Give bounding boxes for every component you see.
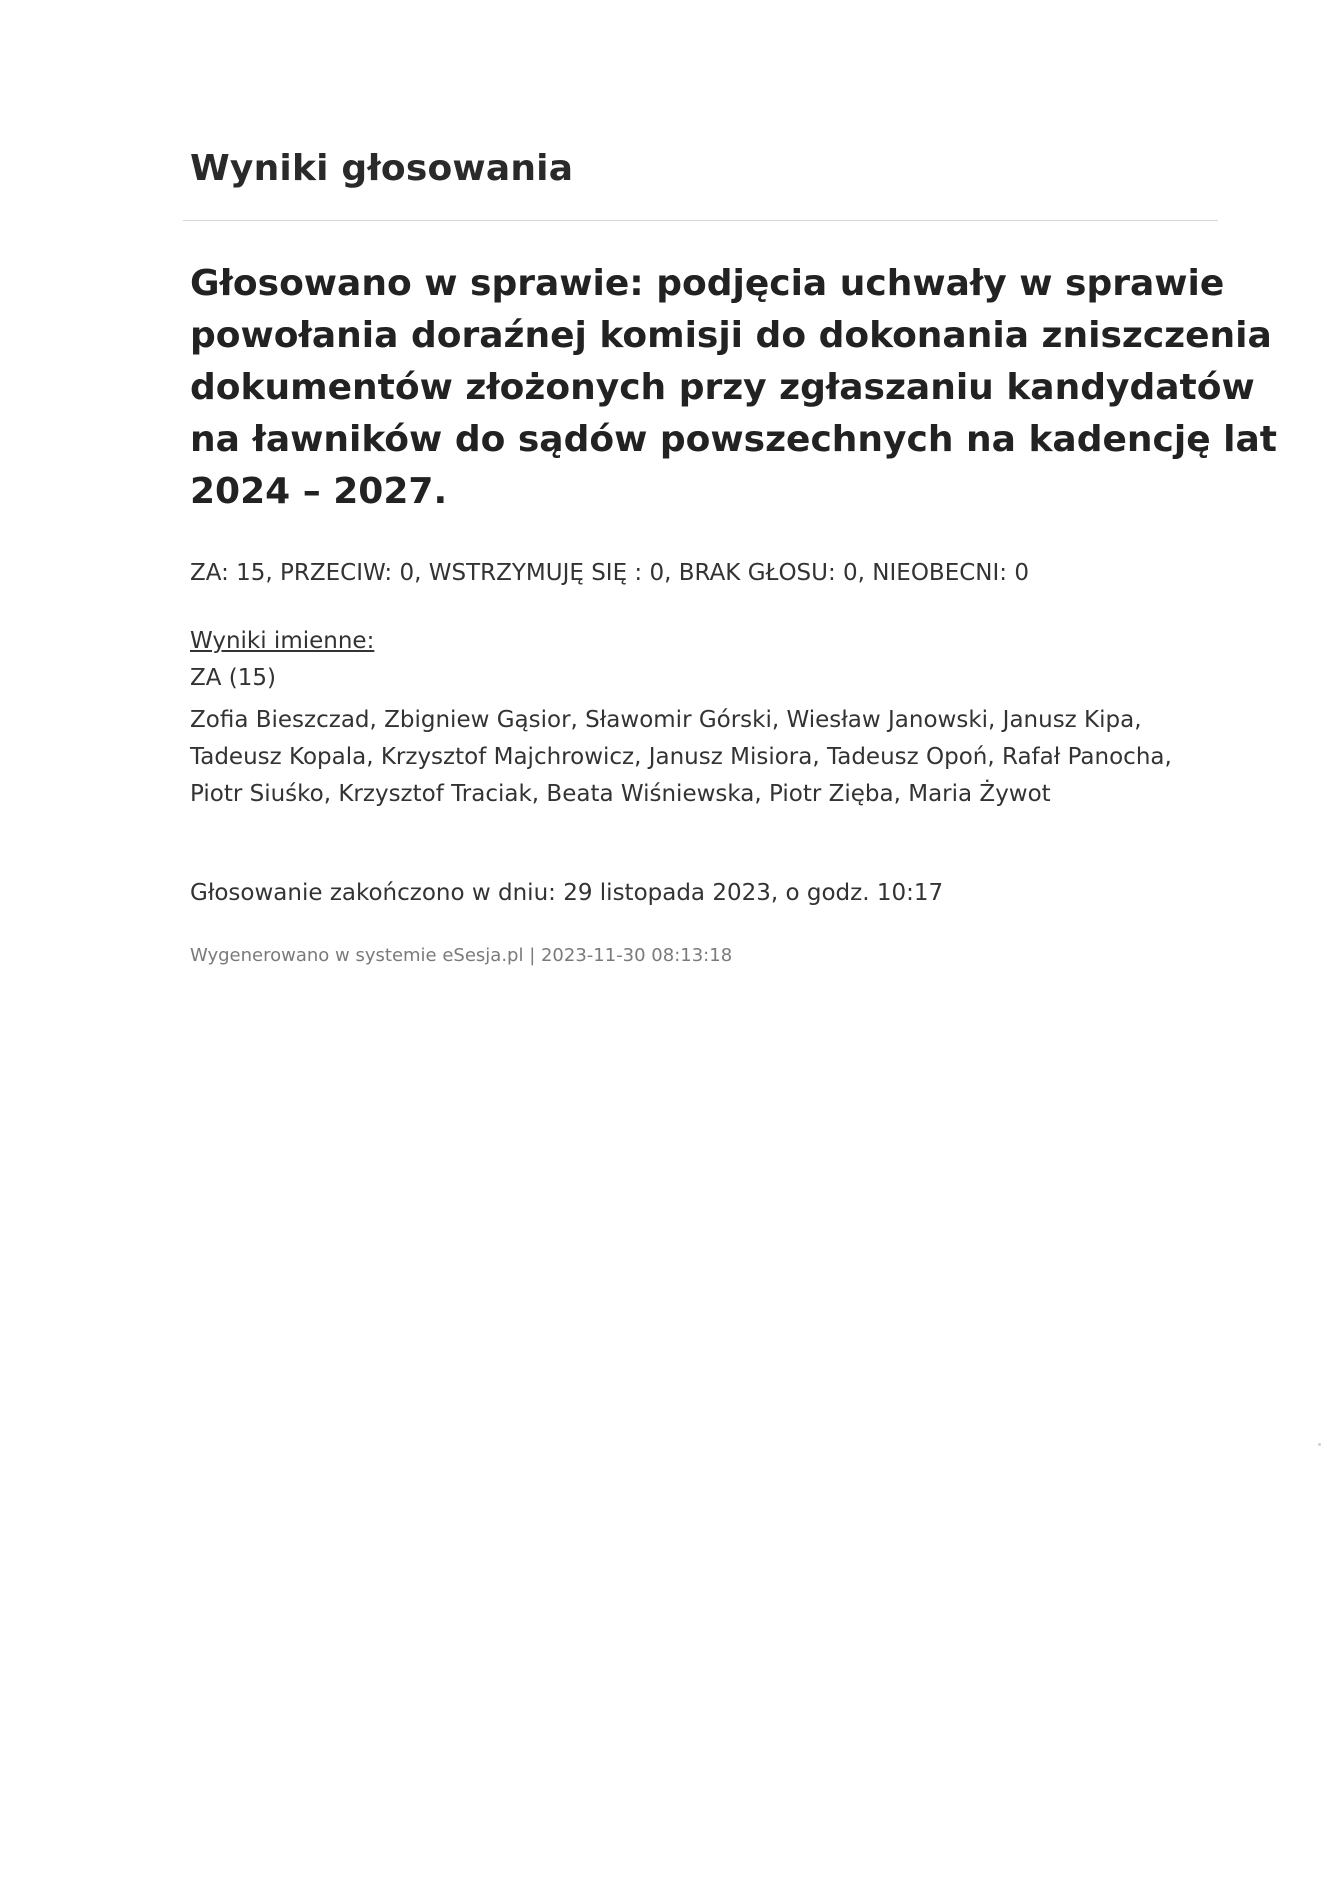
- generated-footer: Wygenerowano w systemie eSesja.pl | 2023-11-30 08:13:18: [190, 945, 733, 966]
- vote-subject-line: Głosowano w sprawie: podjęcia uchwały w sprawie: [190, 263, 1225, 304]
- vote-subject-line: na ławników do sądów powszechnych na kadencję lat: [190, 419, 1277, 460]
- names-list: [190, 702, 1250, 813]
- vote-subject-line: dokumentów złożonych przy zgłaszaniu kandydatów: [190, 367, 1255, 408]
- group-label-for: ZA (15): [190, 665, 277, 691]
- title-divider: [183, 220, 1218, 221]
- vote-subject-line: 2024 – 2027.: [190, 471, 448, 512]
- names-line: Zofia Bieszczad, Zbigniew Gąsior, Sławomir Górski, Wiesław Janowski, Janusz Kipa,: [190, 707, 1142, 733]
- page-title: Wyniki głosowania: [190, 148, 574, 189]
- vote-summary: ZA: 15, PRZECIW: 0, WSTRZYMUJĘ SIĘ : 0, BRAK GŁOSU: 0, NIEOBECNI: 0: [190, 560, 1029, 586]
- named-results-heading: Wyniki imienne:: [190, 628, 375, 654]
- scan-speck: [1318, 1443, 1321, 1446]
- names-line: Piotr Siuśko, Krzysztof Traciak, Beata Wiśniewska, Piotr Zięba, Maria Żywot: [190, 781, 1051, 807]
- vote-ended-info: Głosowanie zakończono w dniu: 29 listopada 2023, o godz. 10:17: [190, 880, 944, 906]
- vote-subject-line: powołania doraźnej komisji do dokonania zniszczenia: [190, 315, 1272, 356]
- vote-subject: [190, 258, 1277, 518]
- names-line: Tadeusz Kopala, Krzysztof Majchrowicz, Janusz Misiora, Tadeusz Opoń, Rafał Panocha,: [190, 744, 1172, 770]
